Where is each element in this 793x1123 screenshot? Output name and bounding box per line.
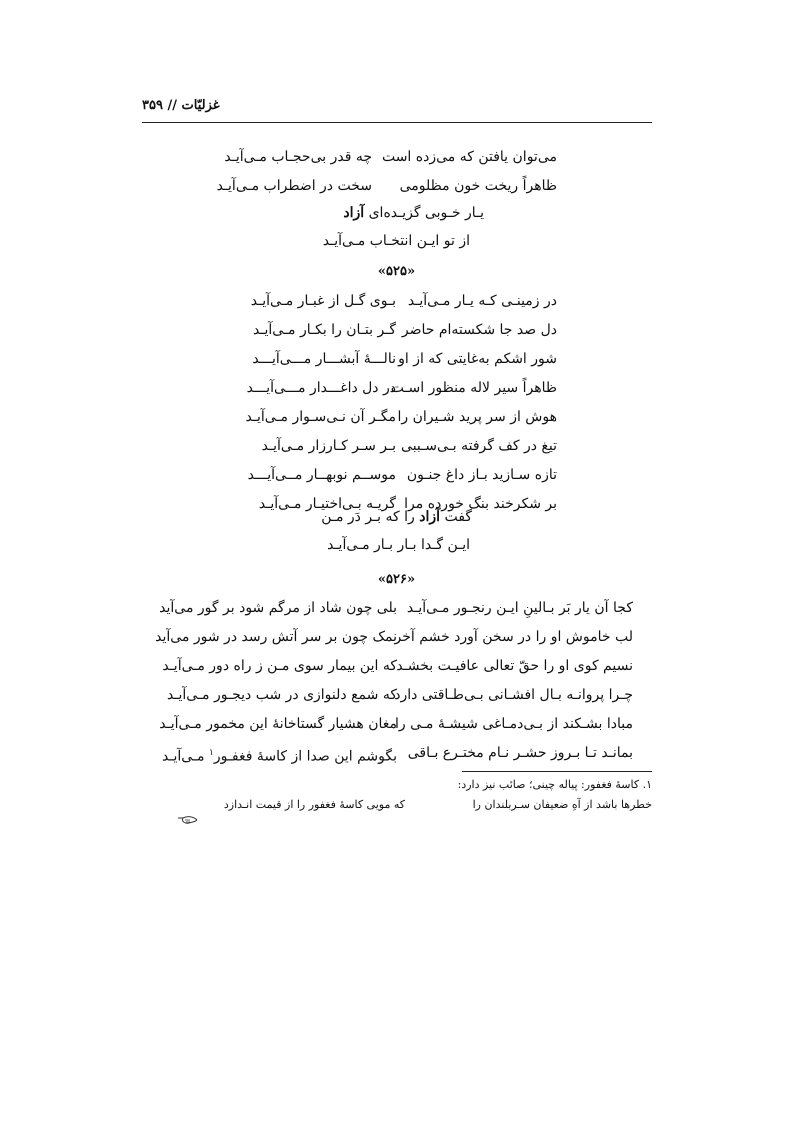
hemistich-1: می‌توان یافتن که می‌زده است [381,149,557,165]
couplet [0,172,793,201]
hemistich-2: مگـر آن نـی‌سـوار مـی‌آیـد [245,409,396,425]
ghazal-524-maqta [0,199,793,255]
hemistich-1: دل صد جا شکسته‌ام حاضر [401,322,557,338]
hemistich-1: چـرا پروانـه بـال افشـانی بـی‌طـاقتی دارد [394,687,633,703]
maqta-line-2 [0,227,793,255]
couplet [0,403,793,432]
footnote-verse-1: خطرها باشد از آهِ ضعیفان سـربلندان را [472,798,652,811]
poet-name: آزاد [343,205,365,221]
ghazal-number: «۵۲۶» [377,572,416,587]
hemistich-1: نسیم کوی او را حقّ تعالی عافیـت بخشـد [396,658,633,674]
hemistich-2: موســم نوبهــار مــی‌آیـــد [247,467,396,483]
maqta-text: ایـن گـدا بـار بـار مـی‌آیـد [327,537,470,553]
hemistich-1: ظاهراً سیر لاله منظور اسـت [390,380,557,396]
hemistich-1: شور اشکم به‌غایتی که از او [398,351,557,367]
hemistich-1: در زمینـی کـه یـار مـی‌آیـد [407,293,557,309]
maqta-line-1 [0,199,793,227]
maqta-text: یـار خـوبی گزیـده‌ای [368,205,484,221]
footnote-ref[interactable]: ۱ [208,748,214,758]
page-turn-hand-icon [176,813,198,827]
hemistich-1: هوش از سر پرید شـیران را [397,409,557,425]
couplet [0,374,793,403]
couplet [0,287,793,316]
couplet [0,652,793,681]
hemistich-2 [162,739,397,772]
footnote-rule [462,771,652,772]
couplet [0,345,793,374]
hemistich-text: مـی‌آیـد [162,748,205,765]
couplet [0,594,793,623]
running-head: غزلیّات // ۳۵۹ [142,98,220,113]
footnote-text: ۱. کاسهٔ فغفور: پیاله چینی؛ صائب نیز دارد: [457,778,652,791]
maqta-text: از تو ایـن انتخـاب مـی‌آیـد [322,233,470,249]
hemistich-2: در دل داغـــدار مـــی‌آیـــد [246,380,396,396]
footnote-verse-2: که مویی کاسهٔ فغفور را از قیمت انـدازد [223,798,405,811]
couplet [0,432,793,461]
hemistich-text: بگوشم این صدا از کاسهٔ فغفـور [213,748,397,765]
hemistich-2: بـوی گـل از غبـار مـی‌آیـد [250,293,396,309]
hemistich-2: بلی چون شاد از مرگم شود بر گور می‌آید [159,600,397,616]
maqta-line-1 [0,503,793,531]
ghazal-525-couplets [0,287,793,519]
hemistich-2: که شمع دلنوازی در شب دیجـور مـی‌آیـد [167,687,397,703]
hemistich-1: مبادا بشـکند از بـی‌دمـاغی شیشـهٔ مـی را [395,716,633,732]
hemistich-2: نالـــهٔ آبشـــار مـــی‌آیـــد [252,351,396,367]
couplet [0,623,793,652]
ghazal-526-couplets [0,594,793,768]
couplet [0,316,793,345]
hemistich-2: گریـه بـی‌اختیـار مـی‌آیـد [258,496,396,512]
maqta-line-2 [0,531,793,559]
poet-name: آزاد [419,509,441,525]
ghazal-524-couplets [0,143,793,201]
hemistich-2: مغان هشیار گستاخانهٔ این مخمور مـی‌آیـد [159,716,397,732]
hemistich-1: تیغ در کف گرفته بـی‌سـببی [401,438,557,454]
couplet [0,739,793,768]
hemistich-1: بمانـد تـا بـروز حشـر نـام مختـرع بـاقی [407,745,633,761]
ghazal-number: «۵۲۵» [377,264,416,279]
couplet [0,710,793,739]
hemistich-1: کجا آن یار بَر بـالینِ ایـن رنجـور مـی‌آیـد [406,600,633,616]
hemistich-1: بر شکرخند بنگ خورده مرا [404,496,557,512]
hemistich-2: بـر سـر کـارزار مـی‌آیـد [261,438,396,454]
hemistich-2: سخت در اضطراب مـی‌آیـد [216,178,372,194]
hemistich-2: چه قدر بی‌حجـاب مـی‌آیـد [224,149,372,165]
ghazal-525-maqta [0,503,793,559]
hemistich-1: ظاهراً ریخت خون مظلومی [399,178,557,194]
hemistich-2: گـر بتـان را بکـار مـی‌آیـد [253,322,396,338]
maqta-text: گفت [444,509,472,525]
hemistich-1: تازه سـازید بـاز داغ جنـون [406,467,557,483]
page-header [142,94,652,123]
hemistich-1: لب خاموش او را در سخن آورد خشم آخر [394,629,633,645]
couplet [0,681,793,710]
maqta-text: را که بـر دَر مـن [321,509,415,525]
couplet [0,461,793,490]
hemistich-2: نمک چون بر سر آتش رسد در شور می‌آید [155,629,397,645]
couplet [0,143,793,172]
hemistich-2: که این بیمار سوی مـن ز راه دور مـی‌آیـد [162,658,397,674]
